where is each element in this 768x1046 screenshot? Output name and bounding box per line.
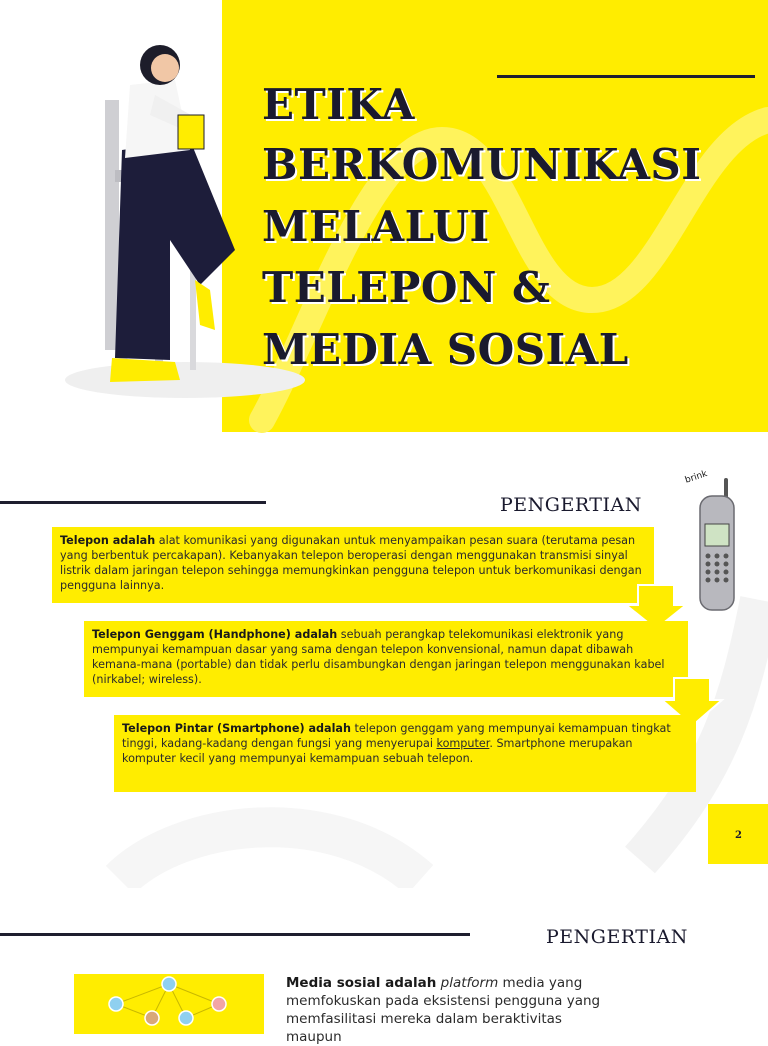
top-divider	[497, 75, 755, 78]
section-divider	[0, 501, 266, 504]
title-line-5: MEDIA SOSIAL	[262, 325, 629, 374]
title-line-1: ETIKA	[262, 80, 415, 129]
social-network-illustration	[74, 974, 264, 1034]
definition-telepon	[52, 527, 654, 603]
title-line-2: BERKOMUNIKASI	[262, 140, 702, 189]
platform-word: platform	[440, 975, 499, 991]
phone-label: brink	[683, 469, 709, 486]
section-divider	[0, 933, 470, 936]
media-sosial-definition	[286, 974, 616, 1046]
title-line-3: MELALUI	[262, 202, 490, 251]
definition-smartphone-text-end: . Smartphone merupakan komputer kecil yang mempunyai kemampuan sebuah telepon.	[122, 737, 633, 765]
definition-smartphone	[114, 715, 696, 792]
definition-slide	[0, 440, 768, 880]
definition-telepon-text: alat komunikasi yang digunakan untuk menyampaikan pesan suara (terutama pesan yang berbentuk percakapan). Kebanyakan telepon beroperasi dengan menggunakan transmisi sinyal listrik dalam jaringan telepon sehingga memungkinkan pengguna telepon untuk berkomunikasi dengan pengguna lainnya.	[60, 534, 642, 592]
woman-illustration	[60, 40, 310, 400]
media-sosial-term: Media sosial adalah	[286, 975, 437, 991]
definition-telepon-term: Telepon adalah	[60, 534, 156, 547]
definition-smartphone-term: Telepon Pintar (Smartphone) adalah	[122, 722, 351, 735]
komputer-link[interactable]: komputer	[436, 737, 490, 750]
media-sosial-text: media yang memfokuskan pada eksistensi pengguna yang memfasilitasi mereka dalam beraktivitas maupun	[286, 975, 601, 1045]
title-line-4: TELEPON &	[262, 263, 551, 312]
definition-handphone-text: sebuah perangkap telekomunikasi elektronik yang mempunyai kemampuan dasar yang sama dengan telepon konvensional, namun dapat dibawah kemana-mana (portable) dan tidak perlu disambungkan dengan jaringan telepon menggunakan kabel (nirkabel; wireless).	[92, 628, 665, 686]
definition-handphone-term: Telepon Genggam (Handphone) adalah	[92, 628, 338, 641]
phone-icon	[684, 460, 744, 590]
title-slide	[0, 0, 768, 432]
section-heading: PENGERTIAN	[500, 494, 642, 516]
section-heading: PENGERTIAN	[546, 926, 688, 948]
media-sosial-slide	[0, 888, 768, 1045]
definition-handphone	[84, 621, 688, 697]
definition-smartphone-text: telepon genggam yang mempunyai kemampuan tingkat tinggi, kadang-kadang dengan fungsi yang menyerupai	[122, 722, 671, 750]
page-number: 2	[735, 830, 742, 841]
